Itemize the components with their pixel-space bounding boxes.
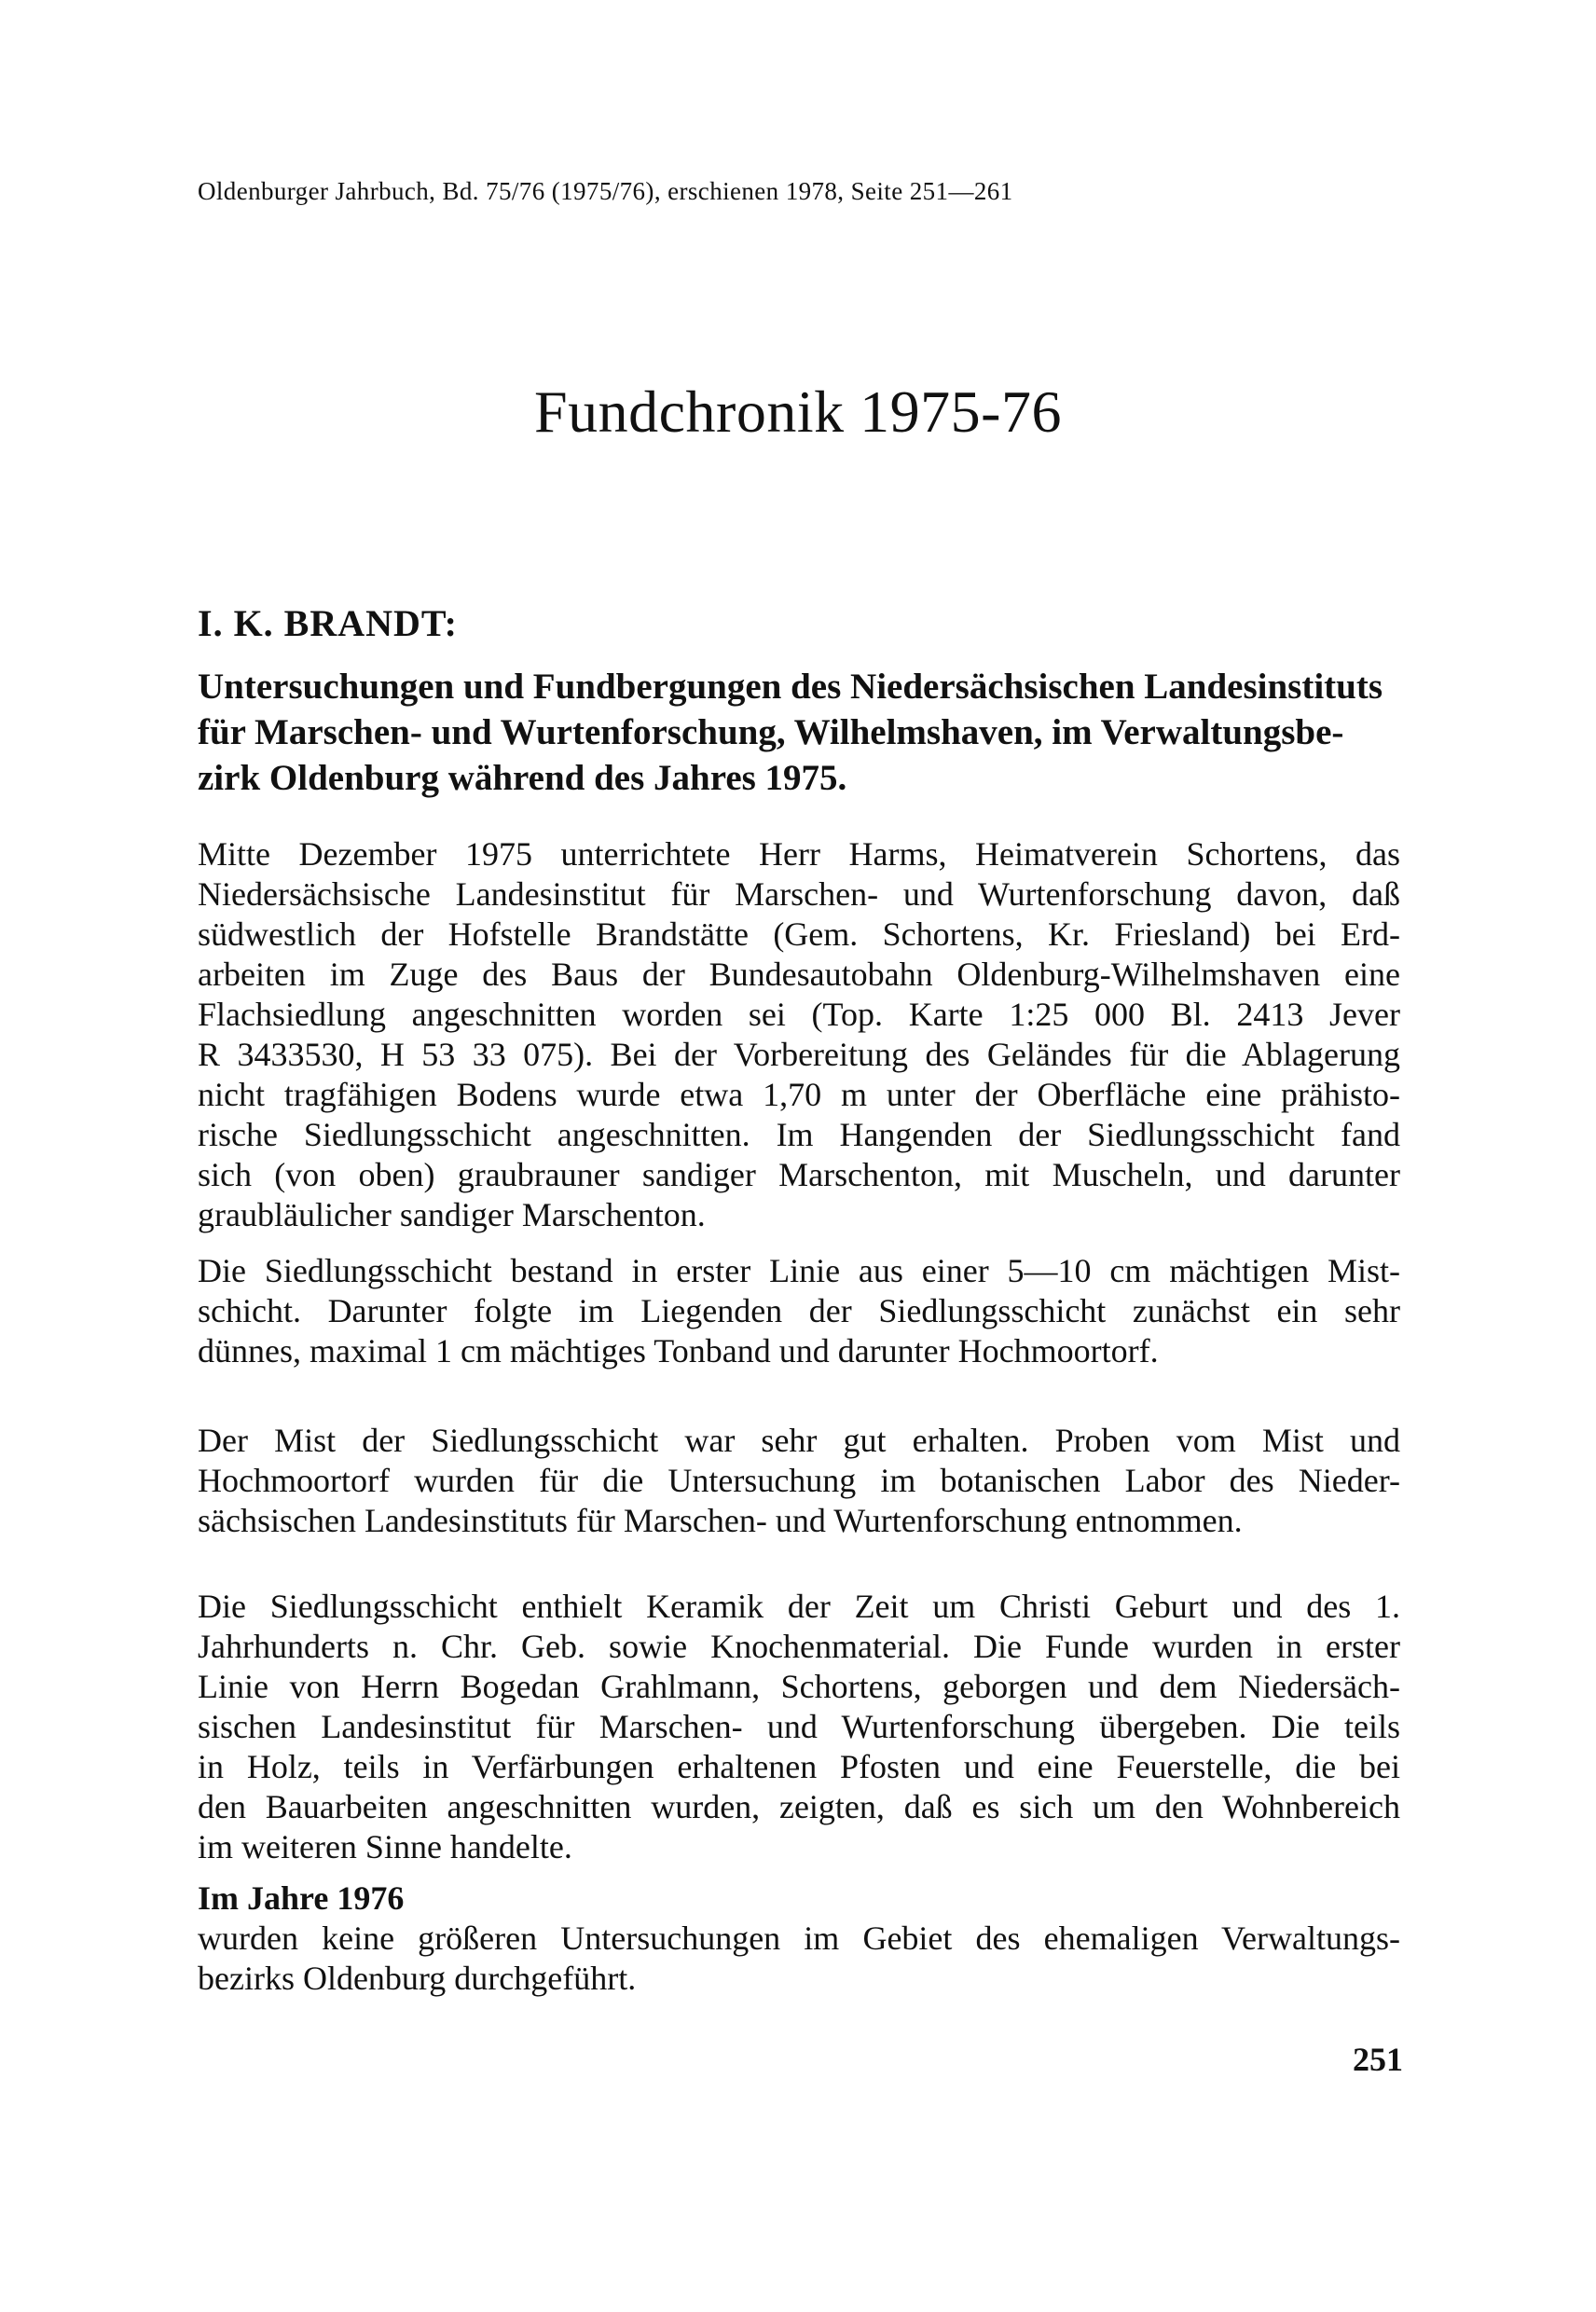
text-line: Linie von Herrn Bogedan Grahlmann, Schortens, geborgen und dem Niedersäch- xyxy=(198,1668,1400,1705)
text-line: Mitte Dezember 1975 unterrichtete Herr Harms, Heimatverein Schortens, das xyxy=(198,835,1400,873)
journal-citation: Oldenburger Jahrbuch, Bd. 75/76 (1975/76), erschienen 1978, Seite 251—261 xyxy=(198,177,1013,205)
text-line: den Bauarbeiten angeschnitten wurden, zeigten, daß es sich um den Wohnbereich xyxy=(198,1788,1400,1825)
text-line: sich (von oben) graubrauner sandiger Marschenton, mit Muscheln, und darunter xyxy=(198,1156,1400,1193)
text-line: Flachsiedlung angeschnitten worden sei (Top. Karte 1:25 000 Bl. 2413 Jever xyxy=(198,996,1400,1033)
subtitle-line: zirk Oldenburg während des Jahres 1975. xyxy=(198,758,847,798)
section-heading: Im Jahre 1976 xyxy=(198,1879,405,1917)
text-line: in Holz, teils in Verfärbungen erhaltenen Pfosten und eine Feuerstelle, die bei xyxy=(198,1748,1400,1785)
text-line: südwestlich der Hofstelle Brandstätte (Gem. Schortens, Kr. Friesland) bei Erd- xyxy=(198,915,1400,953)
paragraph-samples xyxy=(198,1421,1400,1541)
text-line: wurden keine größeren Untersuchungen im Gebiet des ehemaligen Verwaltungs- xyxy=(198,1920,1400,1957)
text-line: Hochmoortorf wurden für die Untersuchung im botanischen Labor des Nieder- xyxy=(198,1462,1400,1499)
page-number: 251 xyxy=(1353,2041,1403,2078)
section-1976 xyxy=(198,1878,1400,1999)
text-line: dünnes, maximal 1 cm mächtiges Tonband und darunter Hochmoortorf. xyxy=(198,1332,1159,1369)
text-line: im weiteren Sinne handelte. xyxy=(198,1828,572,1865)
text-line: Niedersächsische Landesinstitut für Marschen- und Wurtenforschung davon, daß xyxy=(198,875,1400,913)
paragraph-settlement-layer xyxy=(198,1251,1400,1371)
subtitle-line: Untersuchungen und Fundbergungen des Niedersächsischen Landesinstituts xyxy=(198,667,1383,707)
paragraph-finds xyxy=(198,1587,1400,1867)
paragraph-1976 xyxy=(198,1919,1400,1999)
page-title: Fundchronik 1975-76 xyxy=(534,378,1062,445)
text-line: rische Siedlungsschicht angeschnitten. Im Hangenden der Siedlungsschicht fand xyxy=(198,1116,1400,1153)
text-line: sischen Landesinstitut für Marschen- und Wurtenforschung übergeben. Die teils xyxy=(198,1708,1400,1745)
subtitle-line: für Marschen- und Wurtenforschung, Wilhelmshaven, im Verwaltungsbe- xyxy=(198,712,1344,752)
text-line: Die Siedlungsschicht bestand in erster Linie aus einer 5—10 cm mächtigen Mist- xyxy=(198,1252,1400,1289)
text-line: Jahrhunderts n. Chr. Geb. sowie Knochenmaterial. Die Funde wurden in erster xyxy=(198,1628,1400,1665)
text-line: sächsischen Landesinstituts für Marschen- und Wurtenforschung entnommen. xyxy=(198,1502,1243,1539)
text-line: graubläulicher sandiger Marschenton. xyxy=(198,1196,706,1233)
text-line: nicht tragfähigen Bodens wurde etwa 1,70 m unter der Oberfläche eine prähisto- xyxy=(198,1076,1400,1113)
text-line: arbeiten im Zuge des Baus der Bundesautobahn Oldenburg-Wilhelmshaven eine xyxy=(198,956,1400,993)
text-line: bezirks Oldenburg durchgeführt. xyxy=(198,1960,637,1997)
text-line: Die Siedlungsschicht enthielt Keramik der Zeit um Christi Geburt und des 1. xyxy=(198,1588,1400,1625)
article-subtitle xyxy=(198,664,1400,801)
text-line: schicht. Darunter folgte im Liegenden der Siedlungsschicht zunächst ein sehr xyxy=(198,1292,1400,1329)
text-line: R 3433530, H 53 33 075). Bei der Vorbereitung des Geländes für die Ablagerung xyxy=(198,1036,1400,1073)
author-name: I. K. BRANDT: xyxy=(198,602,458,644)
text-line: Der Mist der Siedlungsschicht war sehr gut erhalten. Proben vom Mist und xyxy=(198,1422,1400,1459)
paragraph-discovery-report xyxy=(198,834,1400,1235)
